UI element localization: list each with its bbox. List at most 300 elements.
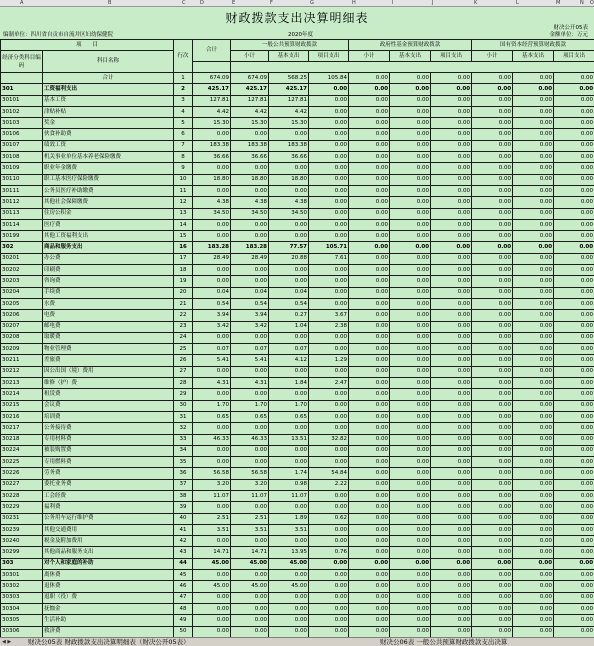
amount-cell[interactable]: 0.00 [431, 163, 472, 174]
econ-code-cell[interactable]: 30303 [1, 592, 43, 603]
subject-name-cell[interactable]: 津贴补贴 [43, 106, 174, 117]
amount-cell[interactable]: 0.00 [309, 231, 349, 242]
econ-code-cell[interactable]: 30218 [1, 434, 43, 445]
amount-cell[interactable]: 0.00 [554, 276, 594, 287]
amount-cell[interactable]: 0.00 [349, 174, 390, 185]
row-number-cell[interactable]: 21 [174, 298, 193, 309]
amount-cell[interactable]: 0.00 [472, 355, 513, 366]
table-row[interactable] [1, 626, 594, 637]
amount-cell[interactable]: 0.00 [554, 581, 594, 592]
row-number-cell[interactable]: 45 [174, 570, 193, 581]
column-letter[interactable]: K [474, 0, 478, 6]
row-number-cell[interactable]: 40 [174, 513, 193, 524]
amount-cell[interactable]: 1.89 [269, 513, 309, 524]
econ-code-cell[interactable]: 30112 [1, 197, 43, 208]
column-letter[interactable]: E [232, 0, 236, 6]
subject-name-cell[interactable]: 退休费 [43, 581, 174, 592]
amount-cell[interactable]: 425.17 [231, 84, 269, 95]
amount-cell[interactable]: 0.00 [513, 581, 554, 592]
amount-cell[interactable]: 0.00 [431, 400, 472, 411]
amount-cell[interactable]: 0.00 [554, 242, 594, 253]
amount-cell[interactable]: 0.76 [309, 547, 349, 558]
amount-cell[interactable]: 0.00 [309, 457, 349, 468]
amount-cell[interactable]: 0.00 [554, 140, 594, 151]
amount-cell[interactable]: 0.00 [431, 152, 472, 163]
table-row[interactable] [1, 208, 594, 219]
amount-cell[interactable]: 425.17 [269, 84, 309, 95]
table-row[interactable] [1, 231, 594, 242]
amount-cell[interactable]: 674.09 [193, 73, 231, 84]
amount-cell[interactable]: 0.00 [513, 378, 554, 389]
amount-cell[interactable]: 0.00 [309, 118, 349, 129]
amount-cell[interactable]: 36.66 [231, 152, 269, 163]
subject-name-cell[interactable]: 电费 [43, 310, 174, 321]
amount-cell[interactable]: 0.00 [513, 332, 554, 343]
amount-cell[interactable]: 0.00 [390, 265, 431, 276]
amount-cell[interactable]: 0.00 [513, 152, 554, 163]
amount-cell[interactable]: 0.00 [472, 129, 513, 140]
column-letter[interactable]: N [580, 0, 584, 6]
header-total[interactable]: 合计 [193, 40, 231, 62]
amount-cell[interactable]: 0.00 [472, 140, 513, 151]
amount-cell[interactable]: 0.00 [309, 581, 349, 592]
amount-cell[interactable]: 0.00 [554, 152, 594, 163]
amount-cell[interactable]: 0.00 [193, 457, 231, 468]
econ-code-cell[interactable]: 30102 [1, 106, 43, 117]
table-row[interactable] [1, 411, 594, 422]
amount-cell[interactable]: 0.00 [554, 174, 594, 185]
amount-cell[interactable]: 0.00 [513, 411, 554, 422]
subject-name-cell[interactable]: 差旅费 [43, 355, 174, 366]
row-number-cell[interactable]: 13 [174, 208, 193, 219]
amount-cell[interactable]: 0.00 [390, 84, 431, 95]
amount-cell[interactable]: 0.00 [349, 152, 390, 163]
amount-cell[interactable]: 34.50 [231, 208, 269, 219]
subject-name-cell[interactable]: 被装购置费 [43, 445, 174, 456]
amount-cell[interactable]: 14.71 [231, 547, 269, 558]
amount-cell[interactable]: 0.07 [193, 344, 231, 355]
amount-cell[interactable]: 0.00 [431, 615, 472, 626]
amount-cell[interactable]: 0.00 [554, 524, 594, 535]
subject-name-cell[interactable]: 救济费 [43, 626, 174, 637]
amount-cell[interactable]: 0.00 [231, 129, 269, 140]
amount-cell[interactable]: 0.00 [431, 626, 472, 637]
amount-cell[interactable]: 0.00 [513, 434, 554, 445]
amount-cell[interactable]: 0.00 [431, 231, 472, 242]
amount-cell[interactable]: 0.00 [554, 457, 594, 468]
amount-cell[interactable]: 0.00 [231, 366, 269, 377]
amount-cell[interactable]: 0.00 [513, 95, 554, 106]
column-letter[interactable]: D [200, 0, 204, 6]
amount-cell[interactable]: 0.00 [513, 558, 554, 569]
subject-name-cell[interactable]: 咨询费 [43, 276, 174, 287]
amount-cell[interactable]: 0.00 [513, 208, 554, 219]
header-basic[interactable]: 基本支出 [269, 51, 309, 62]
amount-cell[interactable]: 0.00 [513, 287, 554, 298]
amount-cell[interactable]: 28.49 [231, 253, 269, 264]
row-number-cell[interactable]: 15 [174, 231, 193, 242]
amount-cell[interactable]: 3.20 [193, 479, 231, 490]
amount-cell[interactable]: 1.84 [269, 378, 309, 389]
amount-cell[interactable]: 1.70 [231, 400, 269, 411]
amount-cell[interactable]: 0.00 [554, 558, 594, 569]
column-letter[interactable]: C [182, 0, 186, 6]
header-basic[interactable]: 基本支出 [513, 51, 554, 62]
table-row[interactable] [1, 73, 594, 84]
table-row[interactable] [1, 570, 594, 581]
column-letter[interactable]: B [108, 0, 112, 6]
header-subtotal[interactable]: 小计 [349, 51, 390, 62]
row-number-cell[interactable]: 6 [174, 129, 193, 140]
amount-cell[interactable]: 0.00 [349, 219, 390, 230]
row-number-cell[interactable]: 19 [174, 276, 193, 287]
table-row[interactable] [1, 536, 594, 547]
amount-cell[interactable]: 0.00 [513, 321, 554, 332]
econ-code-cell[interactable]: 30231 [1, 513, 43, 524]
subject-name-cell[interactable]: 退职（役）费 [43, 592, 174, 603]
amount-cell[interactable]: 3.94 [193, 310, 231, 321]
amount-cell[interactable]: 0.00 [309, 626, 349, 637]
amount-cell[interactable]: 0.04 [231, 287, 269, 298]
row-number-cell[interactable]: 28 [174, 378, 193, 389]
amount-cell[interactable]: 0.00 [472, 265, 513, 276]
amount-cell[interactable]: 0.00 [390, 615, 431, 626]
amount-cell[interactable]: 0.00 [390, 513, 431, 524]
amount-cell[interactable]: 0.00 [431, 106, 472, 117]
amount-cell[interactable]: 0.00 [513, 400, 554, 411]
amount-cell[interactable]: 0.00 [349, 95, 390, 106]
row-number-cell[interactable]: 1 [174, 73, 193, 84]
econ-code-cell[interactable]: 30208 [1, 332, 43, 343]
table-row[interactable] [1, 344, 594, 355]
amount-cell[interactable]: 4.38 [193, 197, 231, 208]
amount-cell[interactable]: 0.00 [472, 242, 513, 253]
row-number-cell[interactable]: 18 [174, 265, 193, 276]
amount-cell[interactable]: 0.00 [349, 378, 390, 389]
amount-cell[interactable]: 0.00 [513, 389, 554, 400]
amount-cell[interactable]: 0.00 [472, 344, 513, 355]
amount-cell[interactable]: 0.00 [472, 547, 513, 558]
amount-cell[interactable]: 5.41 [231, 355, 269, 366]
subject-name-cell[interactable]: 职工基本医疗保险缴费 [43, 174, 174, 185]
amount-cell[interactable]: 0.00 [390, 197, 431, 208]
row-number-cell[interactable]: 50 [174, 626, 193, 637]
econ-code-cell[interactable]: 30114 [1, 219, 43, 230]
amount-cell[interactable]: 0.00 [513, 265, 554, 276]
amount-cell[interactable]: 0.00 [390, 457, 431, 468]
amount-cell[interactable]: 0.00 [349, 197, 390, 208]
amount-cell[interactable]: 15.30 [193, 118, 231, 129]
amount-cell[interactable]: 0.00 [472, 490, 513, 501]
amount-cell[interactable]: 4.42 [269, 106, 309, 117]
amount-cell[interactable]: 0.00 [390, 558, 431, 569]
row-number-cell[interactable]: 3 [174, 95, 193, 106]
econ-code-cell[interactable]: 30215 [1, 400, 43, 411]
amount-cell[interactable]: 0.00 [431, 185, 472, 196]
amount-cell[interactable]: 0.00 [390, 185, 431, 196]
amount-cell[interactable]: 0.00 [472, 411, 513, 422]
table-row[interactable] [1, 185, 594, 196]
amount-cell[interactable]: 0.00 [554, 570, 594, 581]
amount-cell[interactable]: 0.00 [349, 626, 390, 637]
econ-code-cell[interactable]: 30306 [1, 626, 43, 637]
sheet-tab-06[interactable]: 财决公06表 一般公共预算财政拨款支出决算 [380, 638, 508, 646]
amount-cell[interactable]: 0.00 [349, 536, 390, 547]
econ-code-cell[interactable]: 30201 [1, 253, 43, 264]
amount-cell[interactable]: 0.00 [231, 626, 269, 637]
header-project[interactable]: 项 目 [1, 40, 174, 51]
amount-cell[interactable]: 0.00 [193, 219, 231, 230]
econ-code-cell[interactable]: 30302 [1, 581, 43, 592]
subject-name-cell[interactable]: 其他交通费用 [43, 524, 174, 535]
amount-cell[interactable]: 0.00 [513, 140, 554, 151]
amount-cell[interactable]: 0.00 [513, 242, 554, 253]
amount-cell[interactable]: 0.00 [513, 592, 554, 603]
econ-code-cell[interactable]: 30110 [1, 174, 43, 185]
subject-name-cell[interactable]: 印刷费 [43, 265, 174, 276]
row-number-cell[interactable]: 11 [174, 185, 193, 196]
subject-name-cell[interactable]: 办公费 [43, 253, 174, 264]
amount-cell[interactable]: 11.07 [231, 490, 269, 501]
econ-code-cell[interactable]: 30202 [1, 265, 43, 276]
amount-cell[interactable]: 0.00 [554, 615, 594, 626]
row-number-cell[interactable]: 38 [174, 490, 193, 501]
row-number-cell[interactable]: 44 [174, 558, 193, 569]
amount-cell[interactable]: 0.00 [193, 536, 231, 547]
amount-cell[interactable]: 0.00 [269, 536, 309, 547]
amount-cell[interactable]: 0.00 [472, 524, 513, 535]
amount-cell[interactable]: 0.00 [390, 502, 431, 513]
econ-code-cell[interactable]: 30113 [1, 208, 43, 219]
subject-name-cell[interactable]: 手续费 [43, 287, 174, 298]
amount-cell[interactable]: 0.00 [513, 490, 554, 501]
amount-cell[interactable]: 0.00 [231, 163, 269, 174]
amount-cell[interactable]: 0.00 [554, 355, 594, 366]
row-number-cell[interactable]: 29 [174, 389, 193, 400]
amount-cell[interactable]: 0.00 [349, 310, 390, 321]
amount-cell[interactable]: 0.00 [349, 106, 390, 117]
amount-cell[interactable]: 0.00 [431, 547, 472, 558]
header-subject-name[interactable]: 科目名称 [43, 51, 174, 73]
amount-cell[interactable]: 0.00 [554, 332, 594, 343]
amount-cell[interactable]: 0.00 [554, 265, 594, 276]
amount-cell[interactable]: 127.81 [269, 95, 309, 106]
amount-cell[interactable]: 0.00 [390, 570, 431, 581]
amount-cell[interactable]: 0.00 [193, 332, 231, 343]
table-row[interactable] [1, 355, 594, 366]
amount-cell[interactable]: 0.00 [554, 490, 594, 501]
amount-cell[interactable]: 0.00 [309, 332, 349, 343]
amount-cell[interactable]: 0.00 [431, 603, 472, 614]
amount-cell[interactable]: 0.00 [309, 423, 349, 434]
econ-code-cell[interactable]: 30217 [1, 423, 43, 434]
header-general-budget[interactable]: 一般公共预算财政拨款 [231, 40, 349, 51]
row-number-cell[interactable]: 43 [174, 547, 193, 558]
amount-cell[interactable]: 0.00 [431, 479, 472, 490]
amount-cell[interactable]: 0.00 [390, 445, 431, 456]
table-row[interactable] [1, 287, 594, 298]
amount-cell[interactable]: 0.00 [554, 197, 594, 208]
amount-cell[interactable]: 0.00 [349, 140, 390, 151]
amount-cell[interactable]: 45.00 [231, 581, 269, 592]
row-number-cell[interactable]: 16 [174, 242, 193, 253]
amount-cell[interactable]: 0.00 [193, 592, 231, 603]
amount-cell[interactable]: 0.00 [513, 457, 554, 468]
amount-cell[interactable]: 0.00 [472, 118, 513, 129]
amount-cell[interactable]: 0.00 [431, 129, 472, 140]
table-row[interactable] [1, 174, 594, 185]
row-number-cell[interactable]: 39 [174, 502, 193, 513]
amount-cell[interactable]: 0.00 [390, 152, 431, 163]
econ-code-cell[interactable]: 30101 [1, 95, 43, 106]
amount-cell[interactable]: 0.00 [390, 332, 431, 343]
amount-cell[interactable]: 0.00 [349, 366, 390, 377]
table-row[interactable] [1, 95, 594, 106]
amount-cell[interactable]: 0.00 [309, 265, 349, 276]
amount-cell[interactable]: 0.00 [431, 570, 472, 581]
amount-cell[interactable]: 0.00 [513, 163, 554, 174]
amount-cell[interactable]: 0.00 [390, 95, 431, 106]
row-number-cell[interactable]: 37 [174, 479, 193, 490]
subject-name-cell[interactable]: 公务用车运行维护费 [43, 513, 174, 524]
amount-cell[interactable]: 0.00 [390, 73, 431, 84]
amount-cell[interactable]: 0.00 [431, 84, 472, 95]
table-row[interactable] [1, 197, 594, 208]
table-row[interactable] [1, 152, 594, 163]
amount-cell[interactable]: 0.00 [390, 129, 431, 140]
amount-cell[interactable]: 0.00 [472, 581, 513, 592]
amount-cell[interactable]: 0.00 [193, 603, 231, 614]
amount-cell[interactable]: 0.62 [309, 513, 349, 524]
row-number-cell[interactable]: 32 [174, 423, 193, 434]
amount-cell[interactable]: 46.33 [231, 434, 269, 445]
amount-cell[interactable]: 0.00 [472, 626, 513, 637]
amount-cell[interactable]: 0.00 [193, 570, 231, 581]
amount-cell[interactable]: 0.00 [390, 592, 431, 603]
amount-cell[interactable]: 0.00 [431, 581, 472, 592]
amount-cell[interactable]: 0.00 [231, 265, 269, 276]
amount-cell[interactable]: 5.41 [193, 355, 231, 366]
amount-cell[interactable]: 0.00 [390, 242, 431, 253]
subject-name-cell[interactable]: 职业年金缴费 [43, 163, 174, 174]
amount-cell[interactable]: 2.51 [231, 513, 269, 524]
amount-cell[interactable]: 15.30 [231, 118, 269, 129]
amount-cell[interactable]: 0.54 [269, 298, 309, 309]
amount-cell[interactable]: 0.00 [193, 626, 231, 637]
amount-cell[interactable]: 0.00 [390, 174, 431, 185]
amount-cell[interactable]: 0.00 [513, 185, 554, 196]
econ-code-cell[interactable]: 30304 [1, 603, 43, 614]
subject-name-cell[interactable]: 绩效工资 [43, 140, 174, 151]
amount-cell[interactable]: 0.00 [554, 106, 594, 117]
row-number-cell[interactable]: 7 [174, 140, 193, 151]
amount-cell[interactable]: 0.00 [472, 298, 513, 309]
subject-name-cell[interactable]: 其他工资福利支出 [43, 231, 174, 242]
amount-cell[interactable]: 0.00 [349, 389, 390, 400]
econ-code-cell[interactable]: 301 [1, 84, 43, 95]
amount-cell[interactable]: 45.00 [193, 581, 231, 592]
column-letter[interactable]: H [352, 0, 356, 6]
amount-cell[interactable]: 0.00 [513, 197, 554, 208]
header-econ-code[interactable]: 经济分类科目编码 [1, 51, 43, 73]
amount-cell[interactable]: 14.71 [193, 547, 231, 558]
amount-cell[interactable]: 0.00 [309, 287, 349, 298]
column-letter[interactable]: L [516, 0, 519, 6]
amount-cell[interactable]: 34.50 [193, 208, 231, 219]
amount-cell[interactable]: 1.70 [269, 400, 309, 411]
amount-cell[interactable]: 0.00 [349, 276, 390, 287]
amount-cell[interactable]: 0.00 [431, 524, 472, 535]
amount-cell[interactable]: 0.00 [554, 118, 594, 129]
amount-cell[interactable]: 2.22 [309, 479, 349, 490]
econ-code-cell[interactable]: 30108 [1, 152, 43, 163]
amount-cell[interactable]: 0.00 [554, 423, 594, 434]
amount-cell[interactable]: 0.00 [472, 253, 513, 264]
amount-cell[interactable]: 0.00 [349, 298, 390, 309]
tab-scroll-arrows-icon[interactable]: ◀ ▶ [2, 639, 12, 645]
amount-cell[interactable]: 0.00 [269, 332, 309, 343]
amount-cell[interactable]: 0.00 [513, 276, 554, 287]
amount-cell[interactable]: 0.00 [431, 445, 472, 456]
amount-cell[interactable]: 0.00 [349, 603, 390, 614]
amount-cell[interactable]: 0.00 [390, 344, 431, 355]
amount-cell[interactable]: 0.00 [431, 355, 472, 366]
amount-cell[interactable]: 13.51 [269, 434, 309, 445]
header-project-exp[interactable]: 项目支出 [554, 51, 594, 62]
amount-cell[interactable]: 0.00 [431, 536, 472, 547]
amount-cell[interactable]: 0.00 [472, 321, 513, 332]
econ-code-cell[interactable]: 30199 [1, 231, 43, 242]
econ-code-cell[interactable]: 30106 [1, 129, 43, 140]
table-row[interactable] [1, 298, 594, 309]
row-number-cell[interactable]: 23 [174, 321, 193, 332]
amount-cell[interactable]: 0.00 [431, 219, 472, 230]
table-row[interactable] [1, 581, 594, 592]
amount-cell[interactable]: 11.07 [269, 490, 309, 501]
amount-cell[interactable]: 56.58 [231, 468, 269, 479]
amount-cell[interactable]: 0.00 [472, 389, 513, 400]
amount-cell[interactable]: 11.07 [193, 490, 231, 501]
amount-cell[interactable]: 183.38 [269, 140, 309, 151]
amount-cell[interactable]: 0.00 [349, 242, 390, 253]
amount-cell[interactable]: 0.00 [349, 502, 390, 513]
amount-cell[interactable]: 3.67 [309, 310, 349, 321]
amount-cell[interactable]: 0.00 [193, 276, 231, 287]
amount-cell[interactable]: 0.00 [513, 536, 554, 547]
econ-code-cell[interactable]: 30205 [1, 298, 43, 309]
amount-cell[interactable]: 0.00 [269, 163, 309, 174]
amount-cell[interactable]: 0.00 [431, 378, 472, 389]
header-project-exp[interactable]: 项目支出 [309, 51, 349, 62]
amount-cell[interactable]: 0.00 [431, 389, 472, 400]
amount-cell[interactable]: 0.00 [231, 592, 269, 603]
econ-code-cell[interactable]: 30109 [1, 163, 43, 174]
amount-cell[interactable]: 0.00 [349, 558, 390, 569]
amount-cell[interactable]: 0.00 [472, 197, 513, 208]
amount-cell[interactable]: 0.00 [349, 344, 390, 355]
row-number-cell[interactable]: 22 [174, 310, 193, 321]
amount-cell[interactable]: 0.00 [554, 208, 594, 219]
amount-cell[interactable]: 0.00 [231, 502, 269, 513]
subject-name-cell[interactable]: 因公出国（境）费用 [43, 366, 174, 377]
amount-cell[interactable]: 0.00 [269, 185, 309, 196]
amount-cell[interactable]: 0.00 [309, 95, 349, 106]
amount-cell[interactable]: 0.00 [193, 265, 231, 276]
amount-cell[interactable]: 0.00 [513, 118, 554, 129]
row-number-cell[interactable]: 42 [174, 536, 193, 547]
subject-name-cell[interactable]: 培训费 [43, 411, 174, 422]
amount-cell[interactable]: 0.00 [390, 536, 431, 547]
